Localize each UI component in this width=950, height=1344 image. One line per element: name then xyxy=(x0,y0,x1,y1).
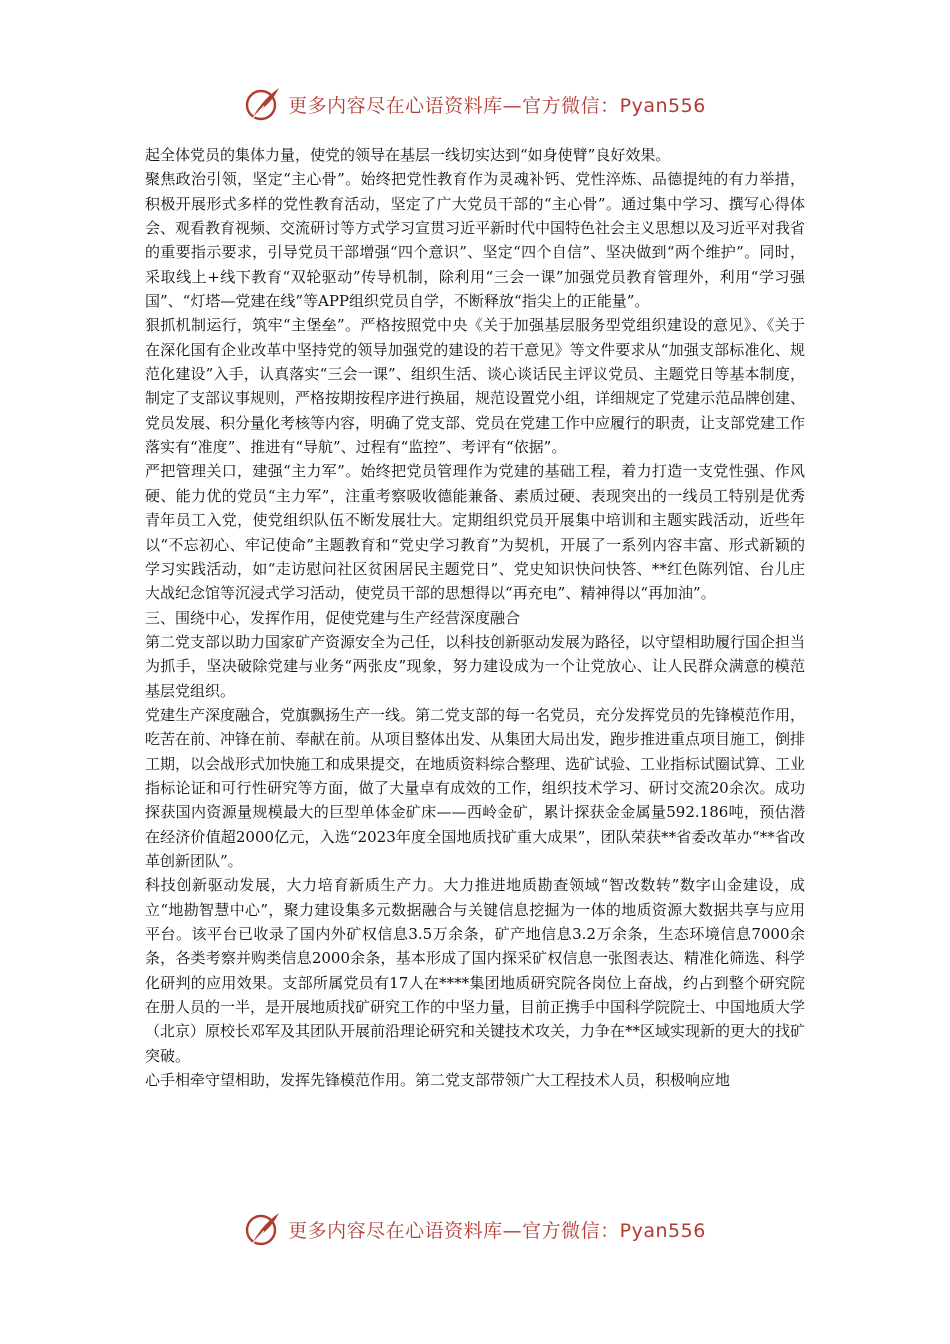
paragraph: 第二党支部以助力国家矿产资源安全为己任，以科技创新驱动发展为路径，以守望相助履行国企担当为抓手，坚决破除党建与业务“两张皮”现象，努力建设成为一个让党放心、让人民群众满意的模范基层党组织。 xyxy=(145,632,806,700)
paragraph: 聚焦政治引领，坚定“主心骨”。始终把党性教育作为灵魂补钙、党性淬炼、品德提纯的有力举措，积极开展形式多样的党性教育活动，坚定了广大党员干部的“主心骨”。通过集中学习、撰写心得体会、观看教育视频、交流研讨等方式学习宣贯习近平新时代中国特色社会主义思想以及习近平对我省的重要指示要求，引导党员干部增强“四个意识”、坚定“四个自信”、坚决做到“两个维护”。同时，采取线上+线下教育“双轮驱动”传导机制，除利用“三会一课”加强党员教育管理外，利用“学习强国”、“灯塔—党建在线”等APP组织党员自学，不断释放“指尖上的正能量”。 xyxy=(145,170,806,311)
quill-logo-icon xyxy=(244,1209,284,1249)
watermark-text: 更多内容尽在心语资料库—官方微信：Pyan556 xyxy=(288,94,706,117)
paragraph: 起全体党员的集体力量，使党的领导在基层一线切实达到“如身使臂”良好效果。 xyxy=(145,146,671,164)
paragraph: 科技创新驱动发展，大力培育新质生产力。大力推进地质勘查领域“智改数转”数字山金建设，成立“地勘智慧中心”，聚力建设集多元数据融合与关键信息挖掘为一体的地质资源大数据共享与应用平台。该平台已收录了国内外矿权信息3.5万余条，矿产地信息3.2万余条，生态环境信息7000余条，各类考察并购类信息2000余条，基本形成了国内探采矿权信息一张图表达、精准化筛选、科学化研判的应用效果。支部所属党员有17人在****集团地质研究院各岗位上奋战，约占到整个研究院在册人员的一半，是开展地质找矿研究工作的中坚力量，目前正携手中国科学院院士、中国地质大学（北京）原校长邓军及其团队开展前沿理论研究和关键技术攻关，力争在**区域实现新的更大的找矿突破。 xyxy=(145,876,806,1065)
paragraph: 严把管理关口，建强“主力军”。始终把党员管理作为党建的基础工程，着力打造一支党性强、作风硬、能力优的党员“主力军”，注重考察吸收德能兼备、素质过硬、表现突出的一线员工特别是优秀青年员工入党，使党组织队伍不断发展壮大。定期组织党员开展集中培训和主题实践活动，近些年以“不忘初心、牢记使命”主题教育和“党史学习教育”为契机，开展了一系列内容丰富、形式新颖的学习实践活动，如“走访慰问社区贫困居民主题党日”、党史知识快问快答、**红色陈列馆、台儿庄大战纪念馆等沉浸式学习活动，使党员干部的思想得以“再充电”、精神得以“再加油”。 xyxy=(145,462,805,603)
paragraph: 狠抓机制运行，筑牢“主堡垒”。严格按照党中央《关于加强基层服务型党组织建设的意见》、《关于在深化国有企业改革中坚持党的领导加强党的建设的若干意见》等文件要求从“加强支部标准化、规范化建设”入手，认真落实“三会一课”、组织生活、谈心谈话民主评议党员、主题党日等基本制度，制定了支部议事规则，严格按期按程序进行换届，规范设置党小组，详细规定了党建示范品牌创建、党员发展、积分量化考核等内容，明确了党支部、党员在党建工作中应履行的职责，让支部党建工作落实有“准度”、推进有“导航”、过程有“监控”、考评有“依据”。 xyxy=(145,316,806,457)
section-heading: 三、围绕中心，发挥作用，促使党建与生产经营深度融合 xyxy=(145,608,521,627)
quill-logo-icon xyxy=(244,84,284,124)
paragraph: 党建生产深度融合，党旗飘扬生产一线。第二党支部的每一名党员，充分发挥党员的先锋模范作用，吃苦在前、冲锋在前、奉献在前。从项目整体出发、从集团大局出发，跑步推进重点项目施工，倒排工期，以会战形式加快施工和成果提交，在地质资料综合整理、选矿试验、工业指标试圈试算、工业指标论证和可行性研究等方面，做了大量卓有成效的工作，组织技术学习、研讨交流20余次。成功探获国内资源量规模最大的巨型单体金矿床——西岭金矿，累计探获金金属量592.186吨，预估潜在经济价值超2000亿元，入选“2023年度全国地质找矿重大成果”，团队荣获**省委改革办“**省改革创新团队”。 xyxy=(145,705,806,870)
header-watermark xyxy=(0,82,950,126)
paragraph: 心手相牵守望相助，发挥先锋模范作用。第二党支部带领广大工程技术人员，积极响应地 xyxy=(145,1071,731,1090)
document-body xyxy=(145,143,805,1092)
watermark-text: 更多内容尽在心语资料库—官方微信：Pyan556 xyxy=(288,1219,706,1242)
footer-watermark xyxy=(0,1207,950,1251)
